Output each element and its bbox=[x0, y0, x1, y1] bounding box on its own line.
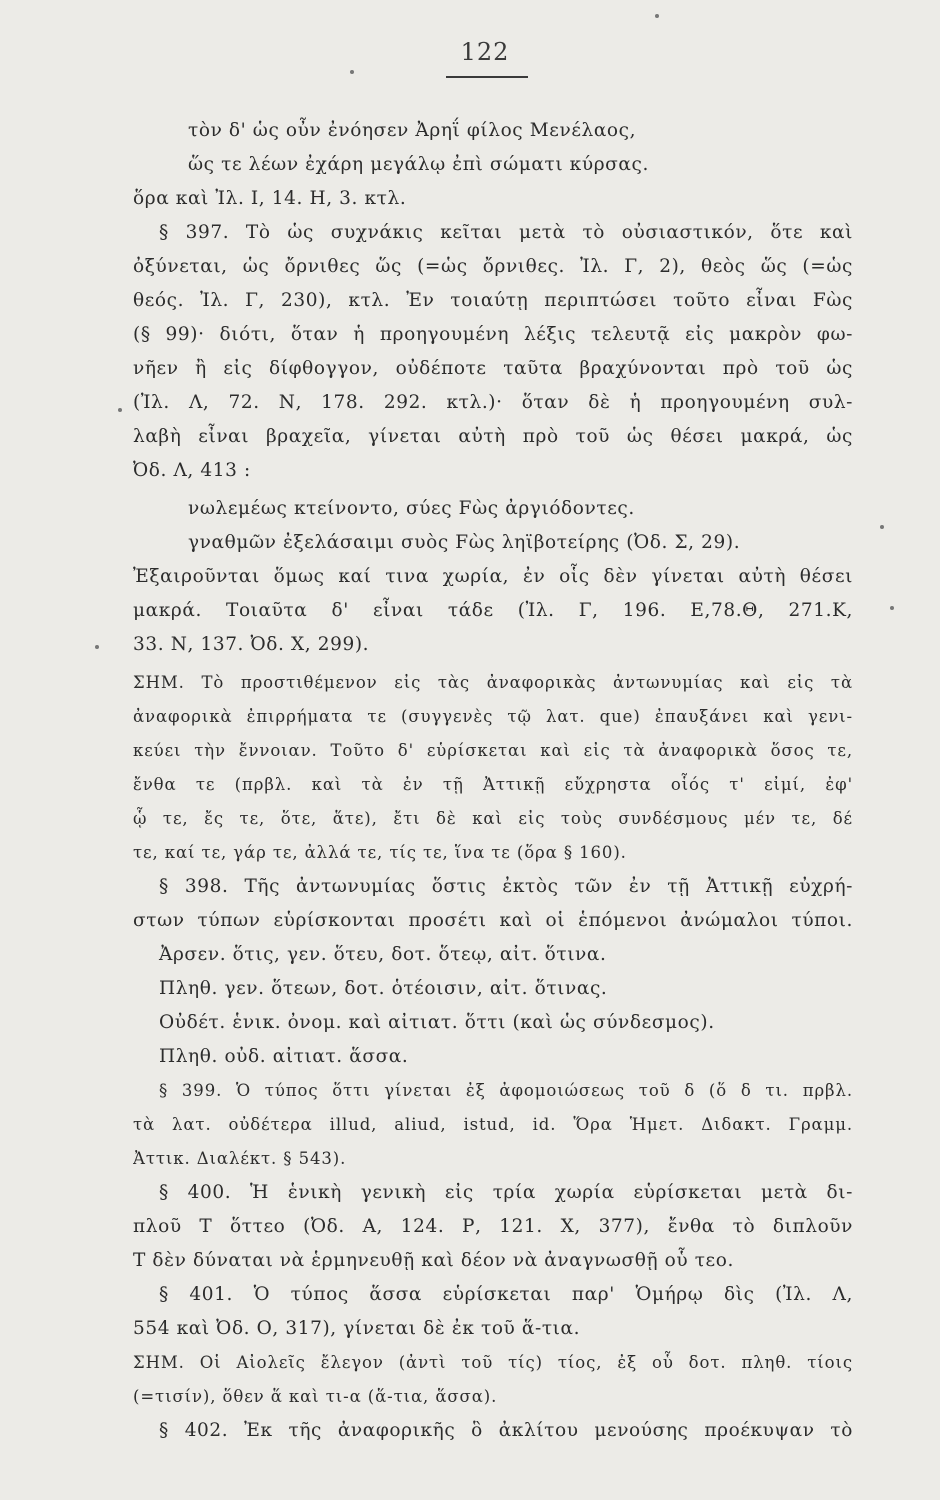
section-402-heading-line: § 402. Ἐκ τῆς ἀναφορικῆς ὃ ἀκλίτου μενούσης προέκυψαν τὸ bbox=[159, 1420, 853, 1441]
print-speck bbox=[880, 525, 884, 529]
text-line: (Ἰλ. Λ, 72. Ν, 178. 292. κτλ.)· ὅταν δὲ ἡ προηγουμένη συλ- bbox=[133, 392, 853, 413]
note-line: Ἀττικ. Διαλέκτ. § 543). bbox=[133, 1149, 347, 1168]
paradigm-line: Πληθ. οὐδ. αἰτιατ. ἅσσα. bbox=[159, 1046, 409, 1067]
verse-line: ὥς τε λέων ἐχάρη μεγάλῳ ἐπὶ σώματι κύρσας. bbox=[188, 154, 649, 175]
print-speck bbox=[118, 408, 122, 412]
print-speck bbox=[95, 645, 99, 649]
note-line: τε, καί τε, γάρ τε, ἀλλά τε, τίς τε, ἵνα τε (ὅρα § 160). bbox=[133, 843, 627, 862]
text-line: Ἐξαιροῦνται ὅμως καί τινα χωρία, ἐν οἷς δὲν γίνεται αὐτὴ θέσει bbox=[133, 566, 853, 587]
note-line: ᾧ τε, ἔς τε, ὅτε, ἅτε), ἔτι δὲ καὶ εἰς τοὺς συνδέσμους μέν τε, δέ bbox=[133, 809, 853, 828]
text-line: (§ 99)· διότι, ὅταν ἡ προηγουμένη λέξις τελευτᾷ εἰς μακρὸν φω- bbox=[133, 324, 853, 345]
note-line: ἀναφορικὰ ἐπιρρήματα τε (συγγενὲς τῷ λατ. que) ἐπαυξάνει καὶ γενι- bbox=[133, 707, 853, 726]
section-397-heading-line: § 397. Τὸ ὡς συχνάκις κεῖται μετὰ τὸ οὐσιαστικόν, ὅτε καὶ bbox=[159, 222, 853, 243]
text-line: 554 καὶ Ὀδ. Ο, 317), γίνεται δὲ ἐκ τοῦ ἅ-τια. bbox=[133, 1318, 581, 1339]
note-line: ΣΗΜ. Τὸ προστιθέμενον εἰς τὰς ἀναφορικὰς ἀντωνυμίας καὶ εἰς τὰ bbox=[133, 673, 853, 692]
text-line: στων τύπων εὑρίσκονται προσέτι καὶ οἱ ἑπόμενοι ἀνώμαλοι τύποι. bbox=[133, 910, 853, 931]
print-speck bbox=[350, 70, 354, 74]
text-line: ὀξύνεται, ὡς ὄρνιθες ὥς (=ὡς ὄρνιθες. Ἰλ. Γ, 2), θεὸς ὥς (=ὡς bbox=[133, 256, 853, 277]
page-number-rule bbox=[446, 76, 528, 78]
text-line: νῆεν ἢ εἰς δίφθογγον, οὐδέποτε ταῦτα βραχύνονται πρὸ τοῦ ὡς bbox=[133, 358, 853, 379]
text-line: μακρά. Τοιαῦτα δ' εἶναι τάδε (Ἰλ. Γ, 196. Ε,78.Θ, 271.Κ, bbox=[133, 600, 853, 621]
text-line: πλοῦ Τ ὅττεο (Ὀδ. Α, 124. Ρ, 121. Χ, 377), ἔνθα τὸ διπλοῦν bbox=[133, 1216, 853, 1237]
section-399-heading-line: § 399. Ὁ τύπος ὅττι γίνεται ἐξ ἀφομοιώσεως τοῦ δ (ὅ δ τι. πρβλ. bbox=[159, 1081, 853, 1100]
section-400-heading-line: § 400. Ἡ ἑνικὴ γενικὴ εἰς τρία χωρία εὑρίσκεται μετὰ δι- bbox=[159, 1182, 853, 1203]
verse-line: γναθμῶν ἐξελάσαιμι συὸς Fὼς ληϊβοτείρης (Ὀδ. Σ, 29). bbox=[188, 532, 741, 553]
note-line: κεύει τὴν ἔννοιαν. Τοῦτο δ' εὑρίσκεται καὶ εἰς τὰ ἀναφορικὰ ὅσος τε, bbox=[133, 741, 853, 760]
paradigm-line: Πληθ. γεν. ὅτεων, δοτ. ὁτέοισιν, αἰτ. ὅτινας. bbox=[159, 978, 608, 999]
note-line: τὰ λατ. οὐδέτερα illud, aliud, istud, id. Ὅρα Ἡμετ. Διδακτ. Γραμμ. bbox=[133, 1115, 853, 1134]
print-speck bbox=[890, 606, 894, 610]
text-line: θεός. Ἰλ. Γ, 230), κτλ. Ἐν τοιαύτῃ περιπτώσει τοῦτο εἶναι Fὼς bbox=[133, 290, 853, 311]
section-398-heading-line: § 398. Τῆς ἀντωνυμίας ὅστις ἐκτὸς τῶν ἐν τῇ Ἀττικῇ εὐχρή- bbox=[159, 876, 853, 897]
note-line: ἔνθα τε (πρβλ. καὶ τὰ ἐν τῇ Ἀττικῇ εὔχρηστα οἷός τ' εἰμί, ἐφ' bbox=[133, 775, 853, 794]
text-line: Ὀδ. Λ, 413 : bbox=[133, 460, 251, 481]
paradigm-line: Οὐδέτ. ἑνικ. ὀνομ. καὶ αἰτιατ. ὅττι (καὶ ὡς σύνδεσμος). bbox=[159, 1012, 715, 1033]
note-line: (=τισίν), ὅθεν ἅ καὶ τι-α (ἅ-τια, ἅσσα). bbox=[133, 1387, 498, 1406]
page-body bbox=[133, 114, 853, 1448]
verse-line: τὸν δ' ὡς οὖν ἐνόησεν Ἀρηΐ φίλος Μενέλαος, bbox=[188, 120, 637, 141]
text-line: Τ δὲν δύναται νὰ ἑρμηνευθῇ καὶ δέον νὰ ἀναγνωσθῇ οὗ τεο. bbox=[133, 1250, 734, 1271]
section-401-heading-line: § 401. Ὁ τύπος ἅσσα εὑρίσκεται παρ' Ὁμήρῳ δὶς (Ἰλ. Λ, bbox=[159, 1284, 853, 1305]
note-line: ΣΗΜ. Οἱ Αἰολεῖς ἔλεγον (ἀντὶ τοῦ τίς) τίος, ἐξ οὗ δοτ. πληθ. τίοις bbox=[133, 1353, 853, 1372]
text-line: ὅρα καὶ Ἰλ. Ι, 14. Η, 3. κτλ. bbox=[133, 188, 407, 209]
print-speck bbox=[655, 14, 659, 18]
page-number: 122 bbox=[460, 38, 510, 66]
paradigm-line: Ἀρσεν. ὅτις, γεν. ὅτευ, δοτ. ὅτεῳ, αἰτ. ὅτινα. bbox=[159, 944, 607, 965]
verse-line: νωλεμέως κτείνοντο, σύες Fὼς ἀργιόδοντες. bbox=[188, 498, 635, 519]
text-line: 33. Ν, 137. Ὀδ. Χ, 299). bbox=[133, 634, 370, 655]
text-line: λαβὴ εἶναι βραχεῖα, γίνεται αὐτὴ πρὸ τοῦ ὡς θέσει μακρά, ὡς bbox=[133, 426, 853, 447]
